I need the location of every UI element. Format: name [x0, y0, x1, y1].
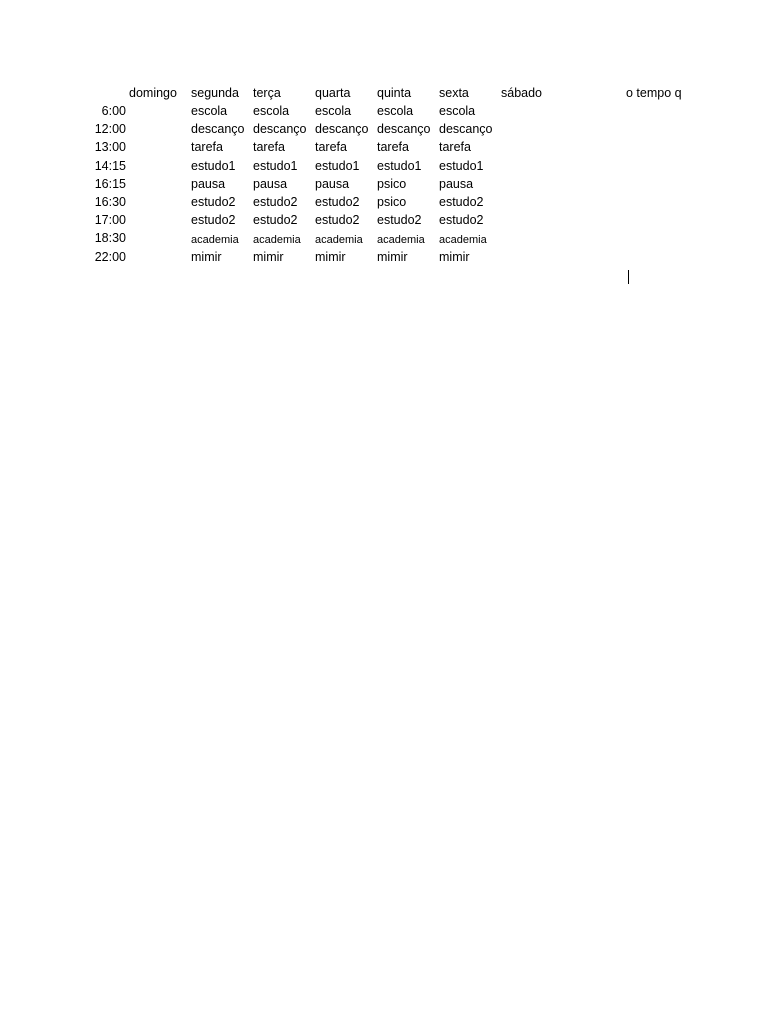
schedule-cell: estudo2: [253, 213, 298, 227]
schedule-cell: mimir: [315, 250, 346, 264]
row-time: 16:30: [94, 195, 126, 209]
schedule-cell: descanço: [439, 122, 493, 136]
schedule-cell: escola: [439, 104, 476, 118]
schedule-cell: escola: [315, 104, 352, 118]
schedule-cell: tarefa: [377, 140, 409, 154]
schedule-cell: escola: [253, 104, 290, 118]
schedule-cell: academia: [191, 234, 239, 246]
schedule-cell: tarefa: [439, 140, 471, 154]
schedule-cell: estudo2: [253, 195, 298, 209]
schedule-cell: tarefa: [315, 140, 347, 154]
schedule-cell: estudo2: [315, 195, 360, 209]
schedule-cell: academia: [377, 234, 425, 246]
row-time: 13:00: [94, 140, 126, 154]
schedule-cell: academia: [315, 234, 363, 246]
row-time: 22:00: [94, 250, 126, 264]
row-time: 16:15: [94, 177, 126, 191]
schedule-cell: descanço: [253, 122, 307, 136]
header-day-domingo: domingo: [129, 86, 177, 100]
schedule-cell: descanço: [315, 122, 369, 136]
schedule-cell: psico: [377, 177, 407, 191]
schedule-cell: estudo2: [315, 213, 360, 227]
row-time: 17:00: [94, 213, 126, 227]
header-extra-column: o tempo q: [626, 86, 682, 100]
header-day-segunda: segunda: [191, 86, 239, 100]
schedule-cell: tarefa: [253, 140, 285, 154]
schedule-cell: pausa: [439, 177, 474, 191]
schedule-cell: escola: [191, 104, 228, 118]
row-time: 12:00: [94, 122, 126, 136]
header-day-terca: terça: [253, 86, 281, 100]
header-day-quarta: quarta: [315, 86, 351, 100]
schedule-cell: estudo2: [377, 213, 422, 227]
schedule-cell: pausa: [253, 177, 288, 191]
schedule-cell: academia: [253, 234, 301, 246]
schedule-cell: mimir: [439, 250, 470, 264]
schedule-cell: estudo1: [191, 159, 236, 173]
schedule-cell: tarefa: [191, 140, 223, 154]
schedule-cell: estudo2: [191, 195, 236, 209]
schedule-cell: mimir: [191, 250, 222, 264]
schedule-cell: estudo1: [439, 159, 484, 173]
row-time: 18:30: [94, 231, 126, 245]
schedule-cell: psico: [377, 195, 407, 209]
schedule-cell: academia: [439, 234, 487, 246]
header-day-quinta: quinta: [377, 86, 412, 100]
header-day-sexta: sexta: [439, 86, 469, 100]
header-day-sabado: sábado: [501, 86, 543, 100]
schedule-cell: descanço: [191, 122, 245, 136]
schedule-cell: estudo2: [439, 195, 484, 209]
schedule-cell: estudo1: [377, 159, 422, 173]
schedule-cell: estudo1: [315, 159, 360, 173]
schedule-cell: pausa: [191, 177, 226, 191]
schedule-cell: mimir: [377, 250, 408, 264]
row-time: 14:15: [94, 159, 126, 173]
schedule-cell: estudo2: [191, 213, 236, 227]
schedule-cell: pausa: [315, 177, 350, 191]
text-cursor: [628, 270, 629, 284]
schedule-cell: escola: [377, 104, 414, 118]
schedule-cell: estudo2: [439, 213, 484, 227]
schedule-cell: descanço: [377, 122, 431, 136]
schedule-cell: estudo1: [253, 159, 298, 173]
row-time: 6:00: [101, 104, 126, 118]
schedule-cell: mimir: [253, 250, 284, 264]
